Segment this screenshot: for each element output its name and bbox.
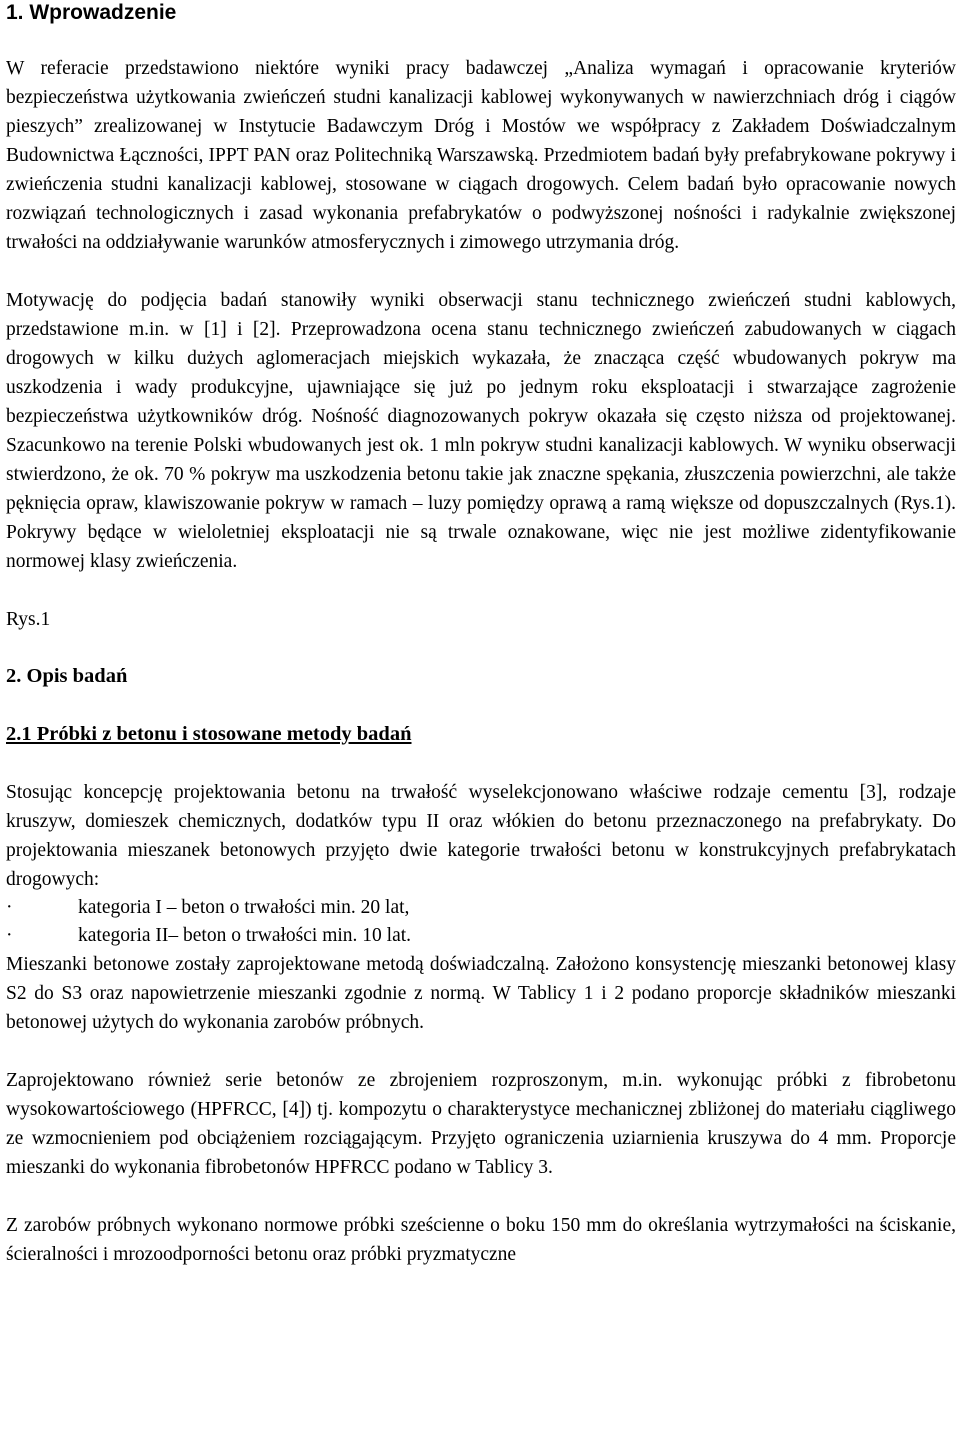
bullet-marker: · xyxy=(6,925,13,946)
paragraph-methods-2: Mieszanki betonowe zostały zaprojektowane metodą doświadczalną. Założono konsystencję mieszanki betonowej klasy S2 do S3 oraz napowietrzenie mieszanki zgodnie z normą. W Tablicy 1 i 2 podano proporcje składników mieszanki betonowej użytych do wykonania zarobów próbnych. xyxy=(6,954,956,1033)
list-item xyxy=(6,894,956,922)
subsection-heading-samples: 2.1 Próbki z betonu i stosowane metody badań xyxy=(6,723,412,745)
paragraph-methods-1: Stosując koncepcję projektowania betonu na trwałość wyselekcjonowano właściwe rodzaje cementu [3], rodzaje kruszyw, domieszek chemicznych, dodatków typu II oraz włókien do betonu przeznaczonego na prefabrykaty. Do projektowania mieszanek betonowych przyjęto dwie kategorie trwałości betonu w konstrukcyjnych prefabrykatach drogowych: xyxy=(6,782,956,890)
section-heading-introduction: 1. Wprowadzenie xyxy=(6,1,177,24)
document-page xyxy=(6,0,956,1269)
list-item xyxy=(6,922,956,950)
paragraph-methods-4: Z zarobów próbnych wykonano normowe próbki sześcienne o boku 150 mm do określania wytrzymałości na ściskanie, ścieralności i mrozoodporności betonu oraz próbki pryzmatyczne xyxy=(6,1215,956,1265)
bullet-text: kategoria II– beton o trwałości min. 10 lat. xyxy=(78,925,412,946)
section-heading-methods: 2. Opis badań xyxy=(6,665,128,687)
bullet-text: kategoria I – beton o trwałości min. 20 lat, xyxy=(78,897,410,918)
paragraph-intro-2: Motywację do podjęcia badań stanowiły wyniki obserwacji stanu technicznego zwieńczeń studni kablowych, przedstawione m.in. w [1] i [2]. Przeprowadzona ocena stanu technicznego zwieńczeń zabudowanych w ciągach drogowych w kilku dużych aglomeracjach miejskich wykazała, że znacząca część wbudowanych pokryw ma uszkodzenia i wady produkcyjne, ujawniające się już po jednym roku eksploatacji i stwarzające zagrożenie bezpieczeństwa użytkowników dróg. Nośność diagnozowanych pokryw okazała się często niższa od projektowanej. Szacunkowo na terenie Polski wbudowanych jest ok. 1 mln pokryw studni kanalizacji kablowych. W wyniku obserwacji stwierdzono, że ok. 70 % pokryw ma uszkodzenia betonu takie jak znaczne spękania, złuszczenia powierzchni, ale także pęknięcia opraw, klawiszowanie pokryw w ramach – luzy pomiędzy oprawą a ramą większe od dopuszczalnych (Rys.1). Pokrywy będące w wieloletniej eksploatacji nie są trwale oznakowane, więc nie jest możliwe zidentyfikowanie normowej klasy zwieńczenia. xyxy=(6,290,956,572)
bullet-marker: · xyxy=(6,897,13,918)
figure-label: Rys.1 xyxy=(6,609,51,630)
paragraph-intro-1: W referacie przedstawiono niektóre wyniki pracy badawczej „Analiza wymagań i opracowanie kryteriów bezpieczeństwa użytkowania zwieńczeń studni kanalizacji kablowej wykonywanych w nawierzchniach dróg i ciągów pieszych” zrealizowanej w Instytucie Badawczym Dróg i Mostów we współpracy z Zakładem Doświadczalnym Budownictwa Łączności, IPPT PAN oraz Politechniką Warszawską. Przedmiotem badań były prefabrykowane pokrywy i zwieńczenia studni kanalizacji kablowej, stosowane w ciągach drogowych. Celem badań było opracowanie nowych rozwiązań technologicznych i zasad wykonania prefabrykatów o podwyższonej nośności i radykalnie zwiększonej trwałości na oddziaływanie warunków atmosferycznych i zimowego utrzymania dróg. xyxy=(6,58,956,253)
paragraph-methods-3: Zaprojektowano również serie betonów ze zbrojeniem rozproszonym, m.in. wykonując próbki z fibrobetonu wysokowartościowego (HPFRCC, [4]) tj. kompozytu o charakterystyce mechanicznej zbliżonej do materiału ciągliwego ze wzmocnieniem pod obciążeniem rozciągającym. Przyjęto ograniczenia uziarnienia kruszywa do 4 mm. Proporcje mieszanki do wykonania fibrobetonów HPFRCC podano w Tablicy 3. xyxy=(6,1070,956,1178)
